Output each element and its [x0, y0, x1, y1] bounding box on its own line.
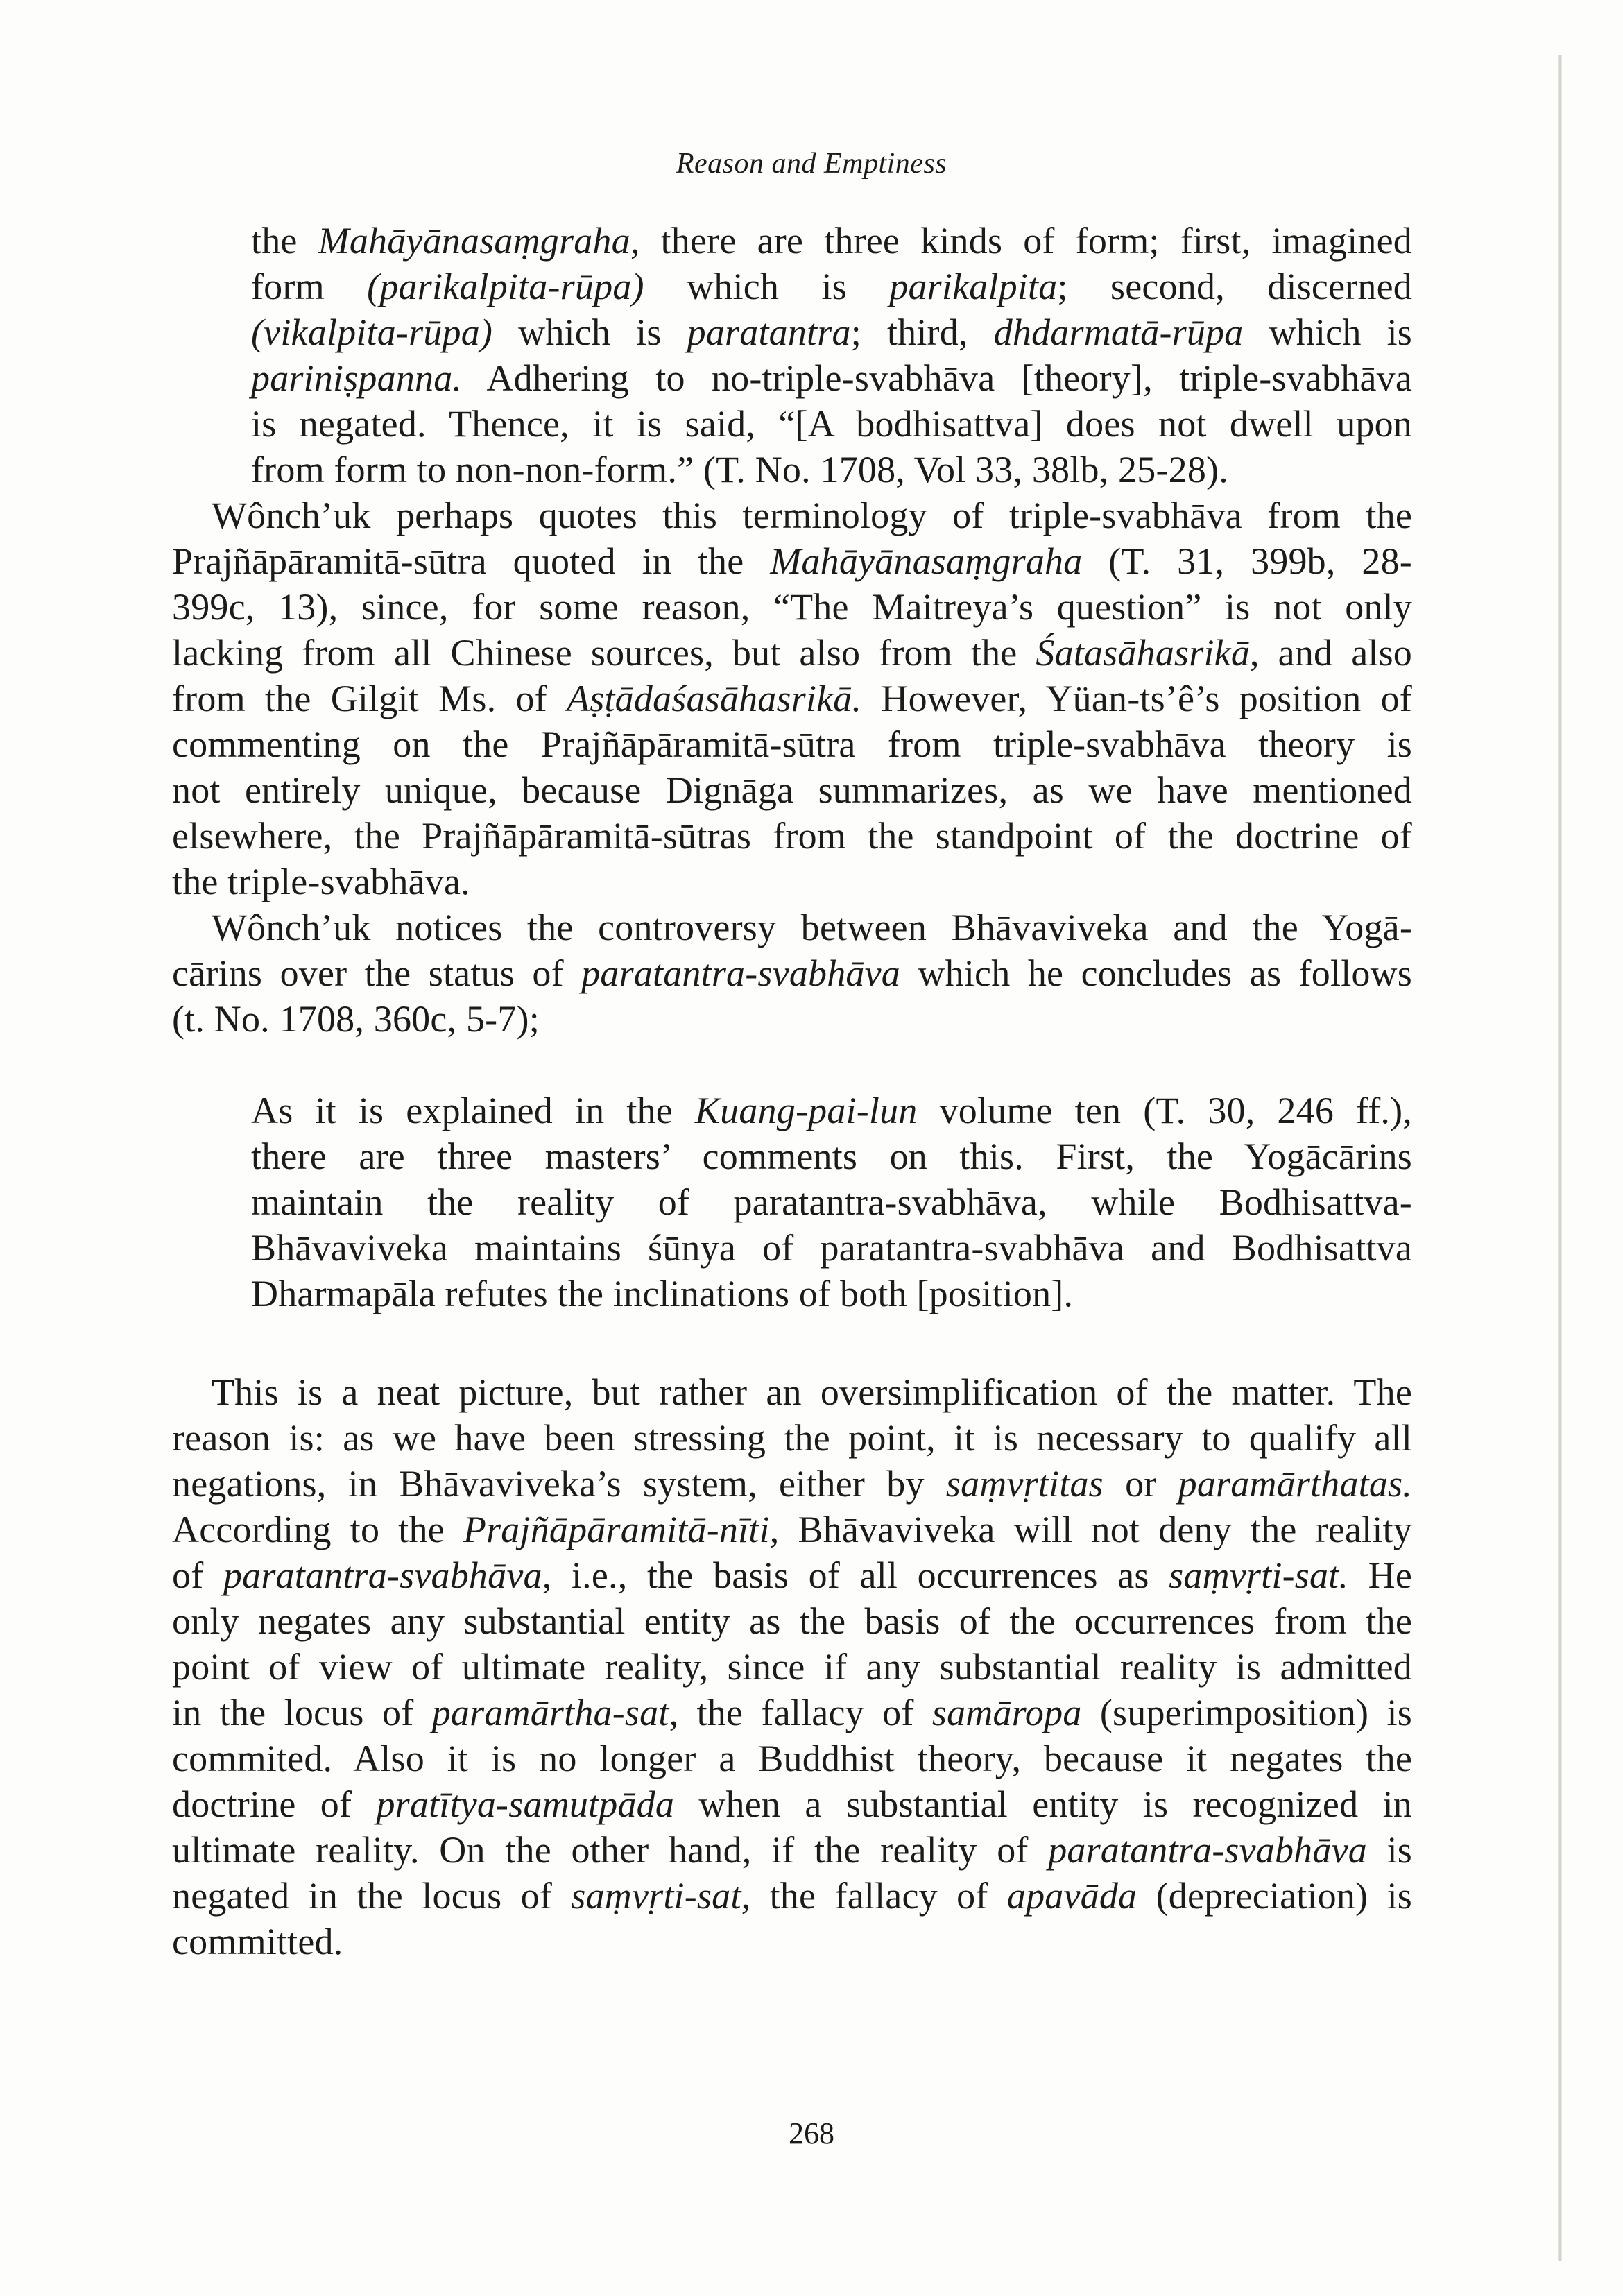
- text-line: cārins over the status of paratantra-svabhāva which he concludes as follows: [172, 952, 1413, 994]
- text-line: (vikalpita-rūpa) which is paratantra; third, dhdarmatā-rūpa which is: [251, 311, 1412, 353]
- text-line: is negated. Thence, it is said, “[A bodhisattva] does not dwell upon: [251, 403, 1412, 445]
- page-number: 268: [789, 2116, 834, 2150]
- text-line: Wônch’uk notices the controversy between Bhāvaviveka and the Yogā-: [212, 907, 1412, 948]
- text-line: of paratantra-svabhāva, i.e., the basis of all occurrences as saṃvṛti-sat. He: [172, 1554, 1412, 1596]
- quote-line: Bhāvaviveka maintains śūnya of paratantra-svabhāva and Bodhisattva: [251, 1227, 1412, 1269]
- text-line: pariniṣpanna. Adhering to no-triple-svabhāva [theory], triple-svabhāva: [251, 357, 1412, 399]
- page-edge-shadow: [1558, 55, 1562, 2261]
- text-line: committed.: [172, 1921, 343, 1962]
- text-line: This is a neat picture, but rather an oversimplification of the matter. The: [212, 1371, 1412, 1413]
- text-line: from the Gilgit Ms. of Aṣṭādaśasāhasrikā. However, Yüan-ts’ê’s position of: [172, 678, 1412, 719]
- quote-line: maintain the reality of paratantra-svabhāva, while Bodhisattva-: [251, 1181, 1412, 1223]
- text-line: (t. No. 1708, 360c, 5-7);: [172, 998, 540, 1040]
- text-line: 399c, 13), since, for some reason, “The Maitreya’s question” is not only: [172, 586, 1412, 628]
- text-line: elsewhere, the Prajñāpāramitā-sūtras from the standpoint of the doctrine of: [172, 815, 1412, 857]
- quote-line: Dharmapāla refutes the inclinations of both [position].: [251, 1273, 1074, 1314]
- quote-line: there are three masters’ comments on this. First, the Yogācārins: [251, 1136, 1412, 1177]
- text-line: in the locus of paramārtha-sat, the fallacy of samāropa (superimposition) is: [172, 1692, 1412, 1733]
- text-line: form (parikalpita-rūpa) which is parikalpita; second, discerned: [251, 266, 1412, 307]
- text-line: lacking from all Chinese sources, but also from the Śatasāhasrikā, and also: [172, 632, 1412, 674]
- text-line: only negates any substantial entity as the basis of the occurrences from the: [172, 1600, 1412, 1642]
- text-line: not entirely unique, because Dignāga summarizes, as we have mentioned: [172, 769, 1412, 811]
- text-line: the triple-svabhāva.: [172, 861, 470, 902]
- text-line: doctrine of pratītya-samutpāda when a substantial entity is recognized in: [172, 1783, 1412, 1825]
- text-line: commenting on the Prajñāpāramitā-sūtra from triple-svabhāva theory is: [172, 723, 1412, 765]
- text-line: point of view of ultimate reality, since if any substantial reality is admitted: [172, 1646, 1412, 1688]
- text-line: negations, in Bhāvaviveka’s system, either by saṃvṛtitas or paramārthatas.: [172, 1463, 1412, 1505]
- text-line: commited. Also it is no longer a Buddhist theory, because it negates the: [172, 1738, 1412, 1779]
- text-line: Wônch’uk perhaps quotes this terminology of triple-svabhāva from the: [212, 495, 1412, 536]
- text-line: reason is: as we have been stressing the point, it is necessary to qualify all: [172, 1417, 1412, 1459]
- text-line: ultimate reality. On the other hand, if the reality of paratantra-svabhāva is: [172, 1829, 1412, 1871]
- text-line: According to the Prajñāpāramitā-nīti, Bhāvaviveka will not deny the reality: [172, 1509, 1412, 1550]
- quote-line: As it is explained in the Kuang-pai-lun volume ten (T. 30, 246 ff.),: [251, 1090, 1412, 1131]
- text-line: negated in the locus of saṃvṛti-sat, the fallacy of apavāda (depreciation) is: [172, 1875, 1412, 1917]
- text-line: Prajñāpāramitā-sūtra quoted in the Mahāyānasaṃgraha (T. 31, 399b, 28-: [172, 540, 1412, 582]
- text-line: the Mahāyānasaṃgraha, there are three kinds of form; first, imagined: [251, 220, 1412, 262]
- running-head: Reason and Emptiness: [676, 148, 947, 180]
- text-line: from form to non-non-form.” (T. No. 1708, Vol 33, 38lb, 25-28).: [251, 449, 1228, 490]
